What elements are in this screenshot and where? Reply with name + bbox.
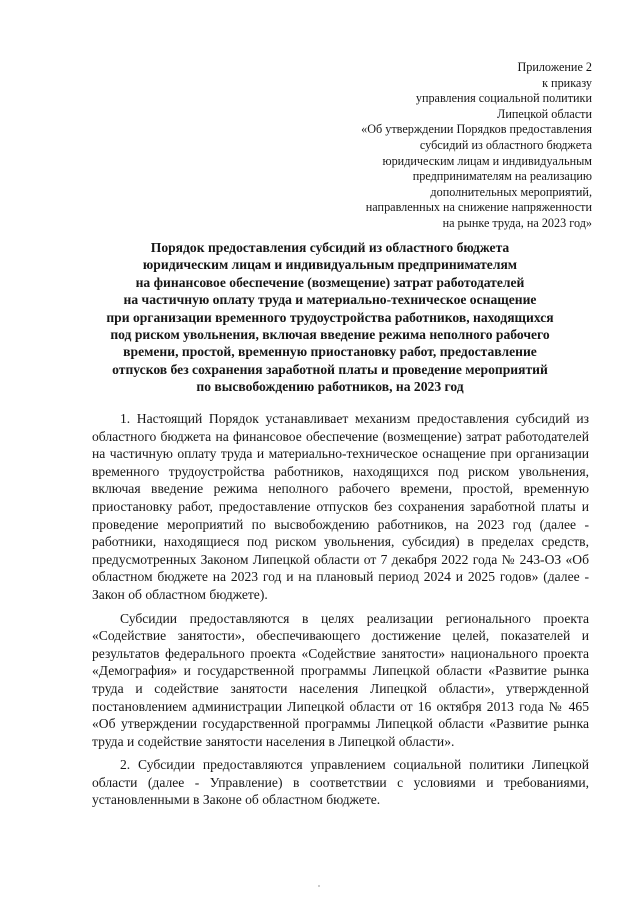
- appendix-header: [292, 60, 592, 232]
- appendix-line: субсидий из областного бюджета: [419, 137, 592, 152]
- paragraph-2: 2. Субсидии предоставляются управлением социальной политики Липецкой области (далее - Управление) в соответствии с условиями и требованиями, установленными в Законе об областном бюджете.: [92, 757, 589, 808]
- appendix-line: предпринимателям на реализацию: [412, 169, 592, 184]
- title-line: под риском увольнения, включая введение режима неполного рабочего: [110, 327, 550, 343]
- appendix-line: дополнительных мероприятий,: [430, 184, 592, 199]
- title-line: времени, простой, временную приостановку работ, предоставление: [123, 344, 537, 360]
- appendix-line: Приложение 2: [517, 60, 592, 74]
- appendix-line: Липецкой области: [497, 106, 592, 121]
- title-line: по высвобождению работников, на 2023 год: [196, 379, 464, 395]
- paragraph-1: 1. Настоящий Порядок устанавливает механизм предоставления субсидий из областного бюджета на финансовое обеспечение (возмещение) затрат работодателей на частичную оплату труда и материально-техническое оснащение при организации временного трудоустройства работников, находящихся под риском увольнения, включая введение режима неполного рабочего времени, простой, временную приостановку работ, предоставление отпусков без сохранения заработной платы и проведение мероприятий по высвобождению работников, на 2023 год (далее - работники, находящиеся под риском увольнения, субсидия) в пределах средств, предусмотренных Законом Липецкой области от 7 декабря 2022 года № 243-ОЗ «Об областном бюджете на 2023 год и на плановый период 2024 и 2025 годов» (далее - Закон об областном бюджете).: [92, 411, 589, 602]
- title-line: при организации временного трудоустройства работников, находящихся: [106, 309, 554, 325]
- document-body: [92, 410, 589, 815]
- appendix-line: направленных на снижение напряженности: [365, 200, 592, 215]
- appendix-line: на рынке труда, на 2023 год»: [442, 215, 592, 230]
- document-title: [70, 239, 590, 396]
- appendix-line: «Об утверждении Порядков предоставления: [361, 122, 592, 137]
- paragraph-subsidy-purpose: Субсидии предоставляются в целях реализации регионального проекта «Содействие занятости», обеспечивающего достижение целей, показателей и результатов федерального проекта «Содействие занятости» национального проекта «Демография» и государственной программы Липецкой области «Развитие рынка труда и содействие занятости населения Липецкой области», утвержденной постановлением администрации Липецкой области от 16 октября 2013 года № 465 «Об утверждении государственной программы Липецкой области «Развитие рынка труда и содействие занятости населения в Липецкой области».: [92, 610, 589, 749]
- appendix-line: управления социальной политики: [415, 91, 592, 106]
- appendix-line: юридическим лицам и индивидуальным: [382, 153, 592, 168]
- title-line: юридическим лицам и индивидуальным предпринимателям: [142, 257, 518, 273]
- title-line: отпусков без сохранения заработной платы и проведение мероприятий: [112, 361, 548, 377]
- title-line: на финансовое обеспечение (возмещение) затрат работодателей: [135, 274, 525, 290]
- title-line: на частичную оплату труда и материально-техническое оснащение: [123, 292, 537, 308]
- appendix-line: к приказу: [542, 75, 592, 90]
- title-line: Порядок предоставления субсидий из областного бюджета: [150, 240, 510, 255]
- scan-mark: [318, 885, 320, 887]
